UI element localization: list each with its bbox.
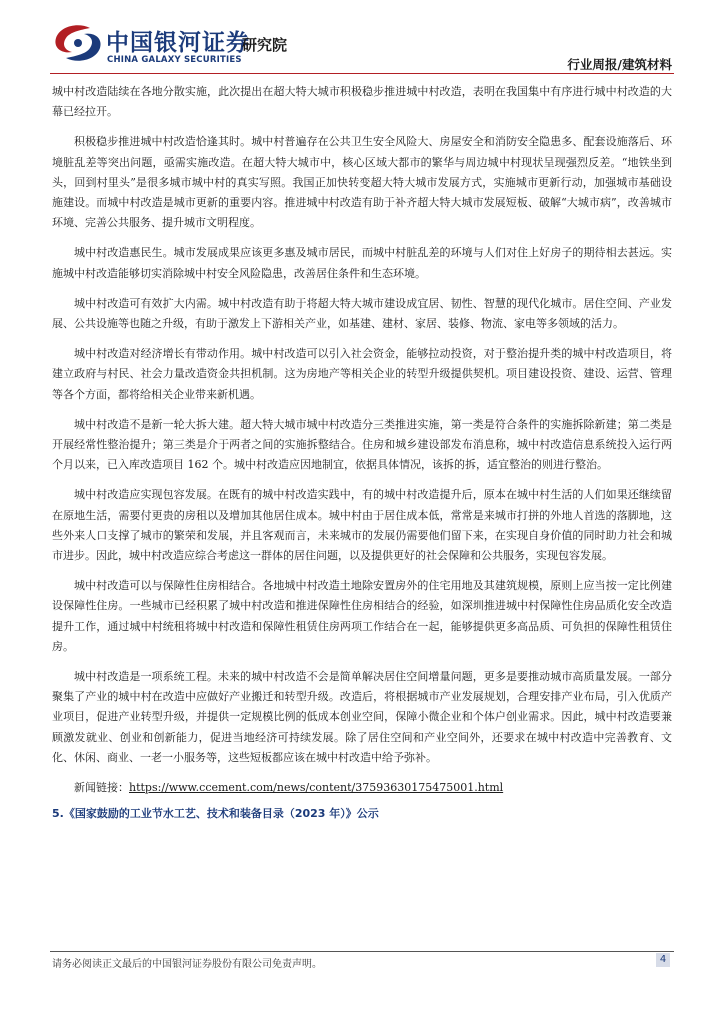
article-body [52, 82, 672, 824]
footer-disclaimer: 请务必阅读正文最后的中国银河证券股份有限公司免责声明。 [52, 959, 322, 970]
brand-name-english: CHINA GALAXY SECURITIES [107, 55, 242, 65]
page-header [0, 0, 724, 76]
paragraph: 城中村改造是一项系统工程。未来的城中村改造不会是简单解决居住空间增量问题，更多是要推动城市高质量发展。一部分聚集了产业的城中村在改造中应做好产业搬迁和转型升级。改造后，将根据城市产业发展规划，合理安排产业布局，引入优质产业项目，促进产业转型升级，并提供一定规模比例的低成本创业空间，保障小微企业和个体户创业需求。因此，城中村改造要兼顾激发就业、创业和创新能力，促进当地经济可持续发展。除了居住空间和产业空间外，还要求在城中村改造中完善教育、文化、休闲、商业、一老一小服务等，这些短板都应该在城中村改造中给予弥补。 [52, 670, 672, 764]
paragraph: 城中村改造可以与保障性住房相结合。各地城中村改造土地除安置房外的住宅用地及其建筑规模，原则上应当按一定比例建设保障性住房。一些城市已经积累了城中村改造和推进保障性住房相结合的经验，如深圳推进城中村保障性住房品质化安全改造提升工作，通过城中村统租将城中村改造和保障性租赁住房两项工作结合在一起，能够提供更多高品质、可负担的保障性租赁住房。 [52, 579, 672, 653]
footer-divider [50, 951, 674, 952]
paragraph: 城中村改造对经济增长有带动作用。城中村改造可以引入社会资金，能够拉动投资，对于整治提升类的城中村改造项目，将建立政府与村民、社会力量改造资金共担机制。这为房地产等相关企业的转型升级提供契机。项目建设投资、建设、运营、管理等各个方面，都将给相关企业带来新机遇。 [52, 347, 672, 401]
news-link-row [52, 778, 672, 798]
brand-subtitle: 研究院 [242, 36, 288, 54]
header-divider [50, 73, 674, 74]
paragraph: 城中村改造惠民生。城市发展成果应该更多惠及城市居民，而城中村脏乱差的环境与人们对住上好房子的期待相去甚远。实施城中村改造能够切实消除城中村安全风险隐患，改善居住条件和生态环境。 [52, 246, 672, 280]
galaxy-logo-icon [50, 22, 106, 64]
brand-name: 中国银河证券 [106, 30, 250, 56]
paragraph: 城中村改造不是新一轮大拆大建。超大特大城市城中村改造分三类推进实施，第一类是符合条件的实施拆除新建；第二类是开展经常性整治提升；第三类是介于两者之间的实施拆整结合。住房和城乡建设部发布消息称，城中村改造信息系统投入运行两个月以来，已入库改造项目 162 个。城中村改造应因地制宜，依据具体情况，该拆的拆，适宜整治的则进行整治。 [52, 417, 672, 472]
paragraph: 城中村改造陆续在各地分散实施，此次提出在超大特大城市积极稳步推进城中村改造，表明在我国集中有序进行城中村改造的大幕已经拉开。 [52, 85, 672, 119]
news-link[interactable]: https://www.ccement.com/news/content/37593630175475001.html [129, 781, 504, 795]
paragraph: 积极稳步推进城中村改造恰逢其时。城中村普遍存在公共卫生安全风险大、房屋安全和消防安全隐患多、配套设施落后、环境脏乱差等突出问题，亟需实施改造。在超大特大城市中，核心区域大都市的繁华与周边城中村现状呈现强烈反差。“地铁坐到头，回到村里头”是很多城市城中村的真实写照。我国正加快转变超大特大城市发展方式，实施城市更新行动，加强城市基础设施建设。而城中村改造是城市更新的重要内容。推进城中村改造有助于补齐超大特大城市发展短板、破解“大城市病”，改善城市环境、完善公共服务、提升城市文明程度。 [52, 135, 672, 230]
paragraph: 城中村改造可有效扩大内需。城中村改造有助于将超大特大城市建设成宜居、韧性、智慧的现代化城市。居住空间、产业发展、公共设施等也随之升级，有助于激发上下游相关产业，如基建、建材、家居、装修、物流、家电等多领域的活力。 [52, 296, 672, 331]
paragraph: 城中村改造应实现包容发展。在既有的城中村改造实践中，有的城中村改造提升后，原本在城中村生活的人们如果还继续留在原地生活，需要付更贵的房租以及增加其他居住成本。城中村由于居住成本低，常常是来城市打拼的外地人首选的落脚地，这些外来人口支撑了城市的繁荣和发展，并且客观而言，未来城市的发展仍需要他们留下来，在实现自身价值的同时助力社会和城市进步。因此，城中村改造应综合考虑这一群体的居住问题，以及提供更好的社会保障和公共服务，实现包容发展。 [52, 488, 672, 563]
section-heading: 5.《国家鼓励的工业节水工艺、技术和装备目录（2023 年）》公示 [52, 807, 379, 821]
page-number: 4 [656, 953, 670, 967]
news-link-label: 新闻链接： [74, 781, 129, 795]
report-type: 行业周报/建筑材料 [567, 57, 672, 72]
